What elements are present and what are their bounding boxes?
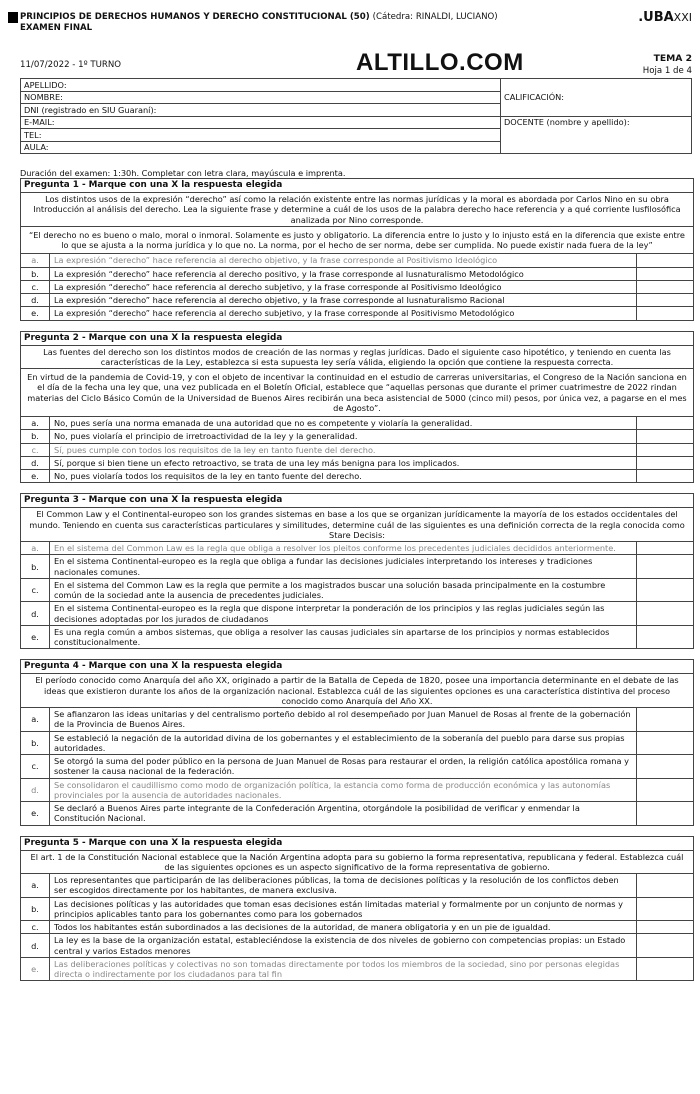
subject-title: PRINCIPIOS DE DERECHOS HUMANOS Y DERECHO CONSTITUCIONAL (50) (Cátedra: RINALDI, LUCIANO) (20, 12, 498, 22)
question-intro: El art. 1 de la Constitución Nacional establece que la Nación Argentina adopta para su gobierno la forma representativa, republicana y federal. Establezca cuál de las siguientes opciones es un aspecto significativo de la forma representativa de gobierno. (21, 851, 693, 875)
tel-field[interactable]: TEL: (21, 129, 501, 142)
option-letter: b. (21, 555, 50, 579)
docente-field[interactable]: DOCENTE (nombre y apellido): (501, 116, 692, 154)
option-letter: d. (21, 934, 50, 958)
option-row (21, 755, 693, 779)
answer-box[interactable] (637, 708, 694, 731)
option-letter: e. (21, 802, 50, 825)
options-table (21, 417, 693, 482)
option-letter: e. (21, 957, 50, 980)
calificacion-field[interactable]: CALIFICACIÓN: (501, 79, 692, 117)
uba-logo: .UBAXXI (638, 10, 692, 25)
option-text: Se otorgó la suma del poder público en la persona de Juan Manuel de Rosas para restaurar el orden, la religión católica apostólica romana y sostener la causa nacional de la federación. (50, 755, 637, 779)
option-text: La expresión “derecho” hace referencia al derecho objetivo, y la frase corresponde al Iusnaturalismo Racional (50, 294, 637, 307)
option-row (21, 874, 693, 897)
option-row (21, 430, 693, 443)
option-text: No, pues violaría todos los requisitos de la ley en tanto fuente del derecho. (50, 470, 637, 483)
option-text: Se estableció la negación de la autoridad divina de los gobernantes y el establecimiento de la soberanía del pueblo para darse sus propias autoridades. (50, 731, 637, 755)
option-text: La expresión “derecho” hace referencia al derecho subjetivo, y la frase corresponde al Positivismo Metodológico (50, 307, 637, 320)
option-letter: b. (21, 731, 50, 755)
options-table (21, 708, 693, 825)
option-text: En el sistema Continental-europeo es la regla que dispone interpretar la ponderación de los principios y las reglas judiciales según las decisiones adoptadas por los jurados de ciudadanos (50, 602, 637, 626)
option-row (21, 708, 693, 731)
option-letter: d. (21, 602, 50, 626)
option-row (21, 470, 693, 483)
nombre-field[interactable]: NOMBRE: (21, 91, 501, 104)
option-text: Se afianzaron las ideas unitarias y del centralismo porteño debido al rol desempeñado por Juan Manuel de Rosas al frente de la gobernación de la Provincia de Buenos Aires. (54, 709, 631, 730)
option-text: En el sistema del Common Law es la regla que permite a los magistrados buscar una solución basada principalmente en la costumbre común de la sociedad ante la ausencia de precedentes judiciales. (50, 578, 637, 602)
option-letter: a. (21, 708, 50, 731)
answer-box[interactable] (637, 897, 694, 921)
question-quote: En virtud de la pandemia de Covid-19, y con el objeto de incentivar la continuidad en el estudio de carreras universitarias, el Congreso de la Nación sanciona en el día de la fecha una ley que, una vez publicada en el Boletín Oficial, establece que “aquellas personas que durante el primer cuatrimestre de 2022 rindan materias del Ciclo Básico Común de la Universidad de Buenos Aires recibirán una beca asistencial de 5000 (cinco mil) pesos, por única vez, a pagarse en el mes de Agosto”. (21, 369, 693, 417)
answer-box[interactable] (637, 934, 694, 958)
tema-label: TEMA 2 (653, 53, 692, 64)
option-text: Las deliberaciones políticas y colectivas no son tomadas directamente por todos los miembros de la sociedad, sino por personas elegidas directa o indirectamente por los ciudadanos para tal fin (50, 957, 637, 980)
options-table (21, 254, 693, 319)
option-row (21, 294, 693, 307)
answer-box[interactable] (637, 443, 694, 456)
exam-page (8, 0, 692, 981)
option-row (21, 921, 693, 934)
apellido-field[interactable]: APELLIDO: (21, 79, 501, 92)
option-letter: d. (21, 456, 50, 469)
option-text: No, pues sería una norma emanada de una autoridad que no es competente y violaría la generalidad. (54, 418, 473, 429)
answer-box[interactable] (637, 957, 694, 980)
option-text: En el sistema Continental-europeo es la regla que obliga a fundar las decisiones judiciales interpretando los intereses y tradiciones nacionales comunes. (50, 555, 637, 579)
option-row (21, 267, 693, 280)
option-text: Todos los habitantes están subordinados a las decisiones de la autoridad, de manera obligatoria y en un pie de igualdad. (50, 921, 637, 934)
answer-box[interactable] (637, 731, 694, 755)
options-table (21, 874, 693, 980)
catedra: (Cátedra: RINALDI, LUCIANO) (372, 12, 498, 22)
answer-box[interactable] (637, 417, 694, 430)
option-letter: b. (21, 430, 50, 443)
option-row (21, 254, 693, 267)
option-row (21, 602, 693, 626)
option-row (21, 731, 693, 755)
question-3 (20, 493, 694, 649)
question-4 (20, 659, 694, 825)
question-intro: El Common Law y el Continental-europeo son los grandes sistemas en base a los que se organizan jurídicamente la mayoría de los estados occidentales del mundo. Teniendo en cuenta sus características particulares y similitudes, determine cuál de las siguientes es una definición correcta de la regla conocida como Stare Decisis: (21, 508, 693, 542)
option-row (21, 957, 693, 980)
option-letter: e. (21, 470, 50, 483)
question-intro: El período conocido como Anarquía del año XX, originado a partir de la Batalla de Cepeda de 1820, posee una importancia determinante en el debate de las ideas que existieron durante los años de la organización nacional. Establezca cuál de las siguientes opciones es una característica distintiva del proceso conocido como Anarquía del Año XX. (21, 674, 693, 708)
answer-box[interactable] (637, 542, 694, 555)
question-quote: “El derecho no es bueno o malo, moral o inmoral. Solamente es justo y obligatorio. La diferencia entre lo justo y lo injusto está en la diferencia que existe entre lo que se ajusta a la norma jurídica y lo que no. La norma, por el hecho de ser norma, debe ser cumplida. No puede existir nada fuera de la ley” (21, 227, 693, 255)
question-2 (20, 331, 694, 484)
option-text: En el sistema del Common Law es la regla que obliga a resolver los pleitos conforme los precedentes judiciales decididos anteriormente. (54, 543, 616, 554)
answer-box[interactable] (637, 430, 694, 443)
option-row (21, 578, 693, 602)
option-text: Se consolidaron el caudillismo como modo de organización política, la estancia como forma de producción económica y las autonomías provinciales por la ausencia de autoridades nacionales. (50, 778, 637, 802)
option-letter: a. (21, 417, 50, 430)
option-text: Es una regla común a ambos sistemas, que obliga a resolver las causas judiciales sin apartarse de los principios y normas establecidos constitucionalmente. (50, 625, 637, 648)
answer-box[interactable] (637, 921, 694, 934)
option-row (21, 542, 693, 555)
option-text: Se declaró a Buenos Aires parte integrante de la Confederación Argentina, otorgándole la posibilidad de verificar y enmendar la Constitución Nacional. (50, 802, 637, 825)
option-row (21, 456, 693, 469)
answer-box[interactable] (637, 254, 694, 267)
question-title: Pregunta 2 - Marque con una X la respuesta elegida (21, 332, 693, 346)
option-text: La expresión “derecho” hace referencia al derecho objetivo, y la frase corresponde al Positivismo Ideológico (54, 255, 498, 266)
option-row (21, 625, 693, 648)
option-text: Sí, pues cumple con todos los requisitos de la ley en tanto fuente del derecho. (50, 443, 637, 456)
option-letter: c. (21, 280, 50, 293)
option-letter: a. (21, 874, 50, 897)
option-letter: a. (21, 542, 50, 555)
answer-box[interactable] (637, 456, 694, 469)
answer-box[interactable] (637, 294, 694, 307)
question-title: Pregunta 5 - Marque con una X la respuesta elegida (21, 837, 693, 851)
site-watermark: ALTILLO.COM (356, 49, 524, 76)
option-letter: e. (21, 625, 50, 648)
option-row (21, 417, 693, 430)
option-text: No, pues violaría el principio de irretroactividad de la ley y la generalidad. (50, 430, 637, 443)
option-letter: b. (21, 267, 50, 280)
option-letter: e. (21, 307, 50, 320)
question-1 (20, 178, 694, 320)
option-letter: d. (21, 778, 50, 802)
option-letter: c. (21, 921, 50, 934)
exam-date: 11/07/2022 - 1º TURNO (20, 60, 122, 70)
black-marker (8, 12, 18, 23)
option-text: La expresión “derecho” hace referencia al derecho subjetivo, y la frase corresponde al Positivismo Ideológico (50, 280, 637, 293)
option-letter: b. (21, 897, 50, 921)
email-field[interactable]: E-MAIL: (21, 116, 501, 129)
dni-field[interactable]: DNI (registrado en SIU Guaraní): (21, 104, 501, 117)
question-title: Pregunta 4 - Marque con una X la respuesta elegida (21, 660, 693, 674)
option-row (21, 778, 693, 802)
option-letter: c. (21, 755, 50, 779)
option-row (21, 307, 693, 320)
page-count: Hoja 1 de 4 (642, 66, 692, 76)
option-row (21, 897, 693, 921)
option-letter: a. (21, 254, 50, 267)
question-intro: Las fuentes del derecho son los distintos modos de creación de las normas y reglas jurídicas. Dado el siguiente caso hipotético, y teniendo en cuenta las características de la Ley, establezca si esta supuesta ley sería válida, eligiendo la opción que contiene la respuesta correcta. (21, 346, 693, 370)
answer-box[interactable] (637, 625, 694, 648)
option-row (21, 555, 693, 579)
option-row (21, 280, 693, 293)
option-letter: d. (21, 294, 50, 307)
option-row (21, 443, 693, 456)
option-text: La ley es la base de la organización estatal, estableciéndose la existencia de dos niveles de gobierno con competencias propias: un Estado central y varios Estados menores (50, 934, 637, 958)
answer-box[interactable] (637, 470, 694, 483)
answer-box[interactable] (637, 280, 694, 293)
answer-box[interactable] (637, 267, 694, 280)
answer-box[interactable] (637, 874, 694, 897)
option-text: La expresión “derecho” hace referencia al derecho positivo, y la frase corresponde al Iusnaturalismo Metodológico (50, 267, 637, 280)
answer-box[interactable] (637, 307, 694, 320)
option-row (21, 802, 693, 825)
exam-type: EXAMEN FINAL (20, 23, 93, 33)
options-table (21, 542, 693, 648)
option-text: Sí, porque si bien tiene un efecto retroactivo, se trata de una ley más benigna para los implicados. (50, 456, 637, 469)
question-title: Pregunta 3 - Marque con una X la respuesta elegida (21, 494, 693, 508)
answer-box[interactable] (637, 578, 694, 602)
question-5 (20, 836, 694, 982)
option-letter: c. (21, 443, 50, 456)
duration-note: Duración del examen: 1:30h. Completar con letra clara, mayúscula e imprenta. (20, 168, 346, 178)
aula-field[interactable]: AULA: (21, 141, 501, 154)
question-intro: Los distintos usos de la expresión “derecho” así como la relación existente entre las normas jurídicas y la moral es abordada por Carlos Nino en su obra Introducción al análisis del derecho. Lea la siguiente frase y determine a cuál de los usos de la palabra derecho hace referencia y a qué corriente Iusfilosófica analizada por Nino corresponde. (21, 193, 693, 227)
answer-box[interactable] (637, 778, 694, 802)
option-letter: c. (21, 578, 50, 602)
answer-box[interactable] (637, 555, 694, 579)
answer-box[interactable] (637, 802, 694, 825)
exam-header (8, 8, 692, 78)
option-row (21, 934, 693, 958)
option-text: Los representantes que participarán de las deliberaciones públicas, la toma de decisiones políticas y la resolución de los conflictos deben ser escogidos directamente por los habitantes, de manera exclusiva. (54, 875, 619, 896)
question-title: Pregunta 1 - Marque con una X la respuesta elegida (21, 179, 693, 193)
answer-box[interactable] (637, 755, 694, 779)
student-info-table (20, 78, 692, 154)
option-text: Las decisiones políticas y las autoridades que toman esas decisiones están limitadas material y formalmente por un conjunto de normas y principios aplicables tanto para los gobernantes como para los gobernados (50, 897, 637, 921)
answer-box[interactable] (637, 602, 694, 626)
